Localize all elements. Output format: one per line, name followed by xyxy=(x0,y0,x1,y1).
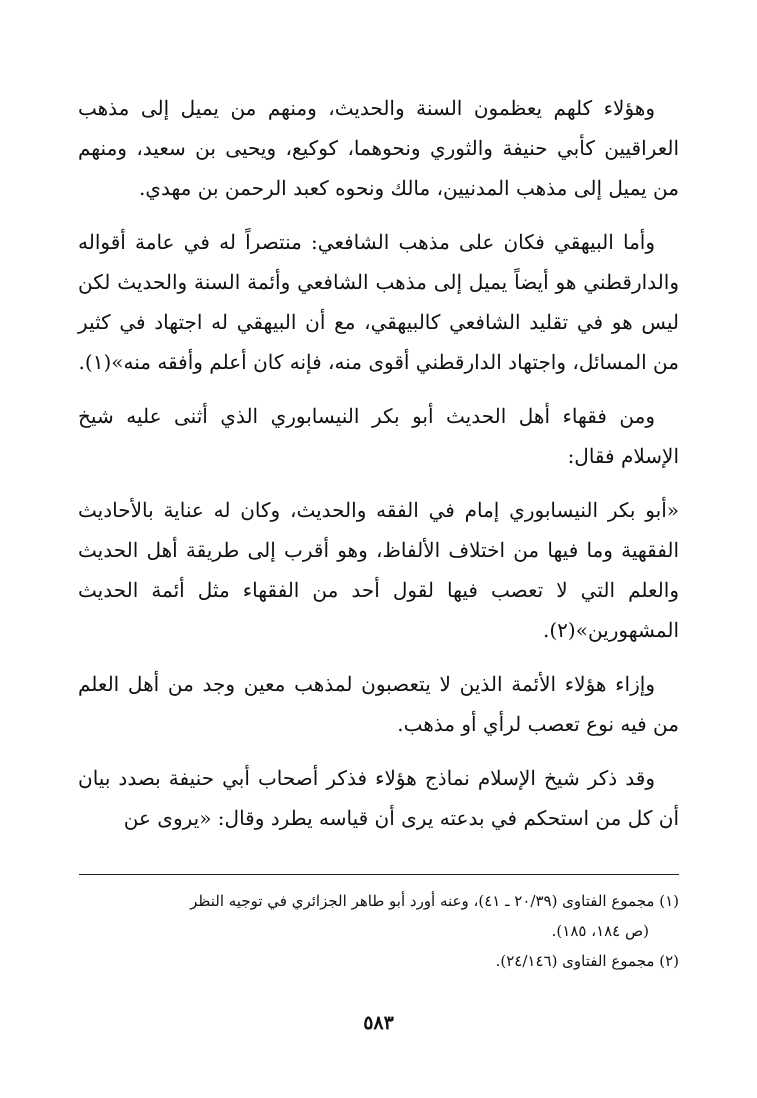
footnote-1-continuation: (ص ١٨٤، ١٨٥). xyxy=(551,922,649,940)
footnote-divider xyxy=(79,874,679,875)
paragraph-4-quote: «أبو بكر النيسابوري إمام في الفقه والحديث، وكان له عناية بالأحاديث الفقهية وما فيها من اختلاف الألفاظ، وهو أقرب إلى طريقة أهل الحديث والعلم التي لا تعصب فيها لقول أحد من الفقهاء مثل أئمة الحديث المشهورين»(٢). xyxy=(78,498,679,642)
paragraph-6: وقد ذكر شيخ الإسلام نماذج هؤلاء فذكر أصحاب أبي حنيفة بصدد بيان أن كل من استحكم في بدعته يرى أن قياسه يطرد وقال: «يروى عن xyxy=(78,766,679,830)
main-text xyxy=(78,88,679,852)
paragraph-3: ومن فقهاء أهل الحديث أبو بكر النيسابوري الذي أثنى عليه شيخ الإسلام فقال: xyxy=(78,404,679,468)
page-number: ٥٨٣ xyxy=(363,1012,394,1034)
paragraph-5: وإزاء هؤلاء الأئمة الذين لا يتعصبون لمذهب معين وجد من أهل العلم من فيه نوع تعصب لرأي أو مذهب. xyxy=(78,672,679,736)
footnote-2: (٢) مجموع الفتاوى (٢٤/١٤٦). xyxy=(495,952,679,970)
paragraph-2: وأما البيهقي فكان على مذهب الشافعي: منتصراً له في عامة أقواله والدارقطني هو أيضاً يميل إلى مذهب الشافعي وأئمة السنة والحديث لكن ليس هو في تقليد الشافعي كالبيهقي، مع أن البيهقي له اجتهاد في كثير من المسائل، واجتهاد الدارقطني أقوى منه، فإنه كان أعلم وأفقه منه»(١). xyxy=(78,230,679,374)
footnote-1: (١) مجموع الفتاوى (٢٠/٣٩ ـ ٤١)، وعنه أورد أبو طاهر الجزائري في توجيه النظر xyxy=(190,892,679,910)
footnotes xyxy=(78,886,679,976)
paragraph-1: وهؤلاء كلهم يعظمون السنة والحديث، ومنهم من يميل إلى مذهب العراقيين كأبي حنيفة والثوري ونحوهما، كوكيع، ويحيى بن سعيد، ومنهم من يميل إلى مذهب المدنيين، مالك ونحوه كعبد الرحمن بن مهدي. xyxy=(78,96,679,200)
